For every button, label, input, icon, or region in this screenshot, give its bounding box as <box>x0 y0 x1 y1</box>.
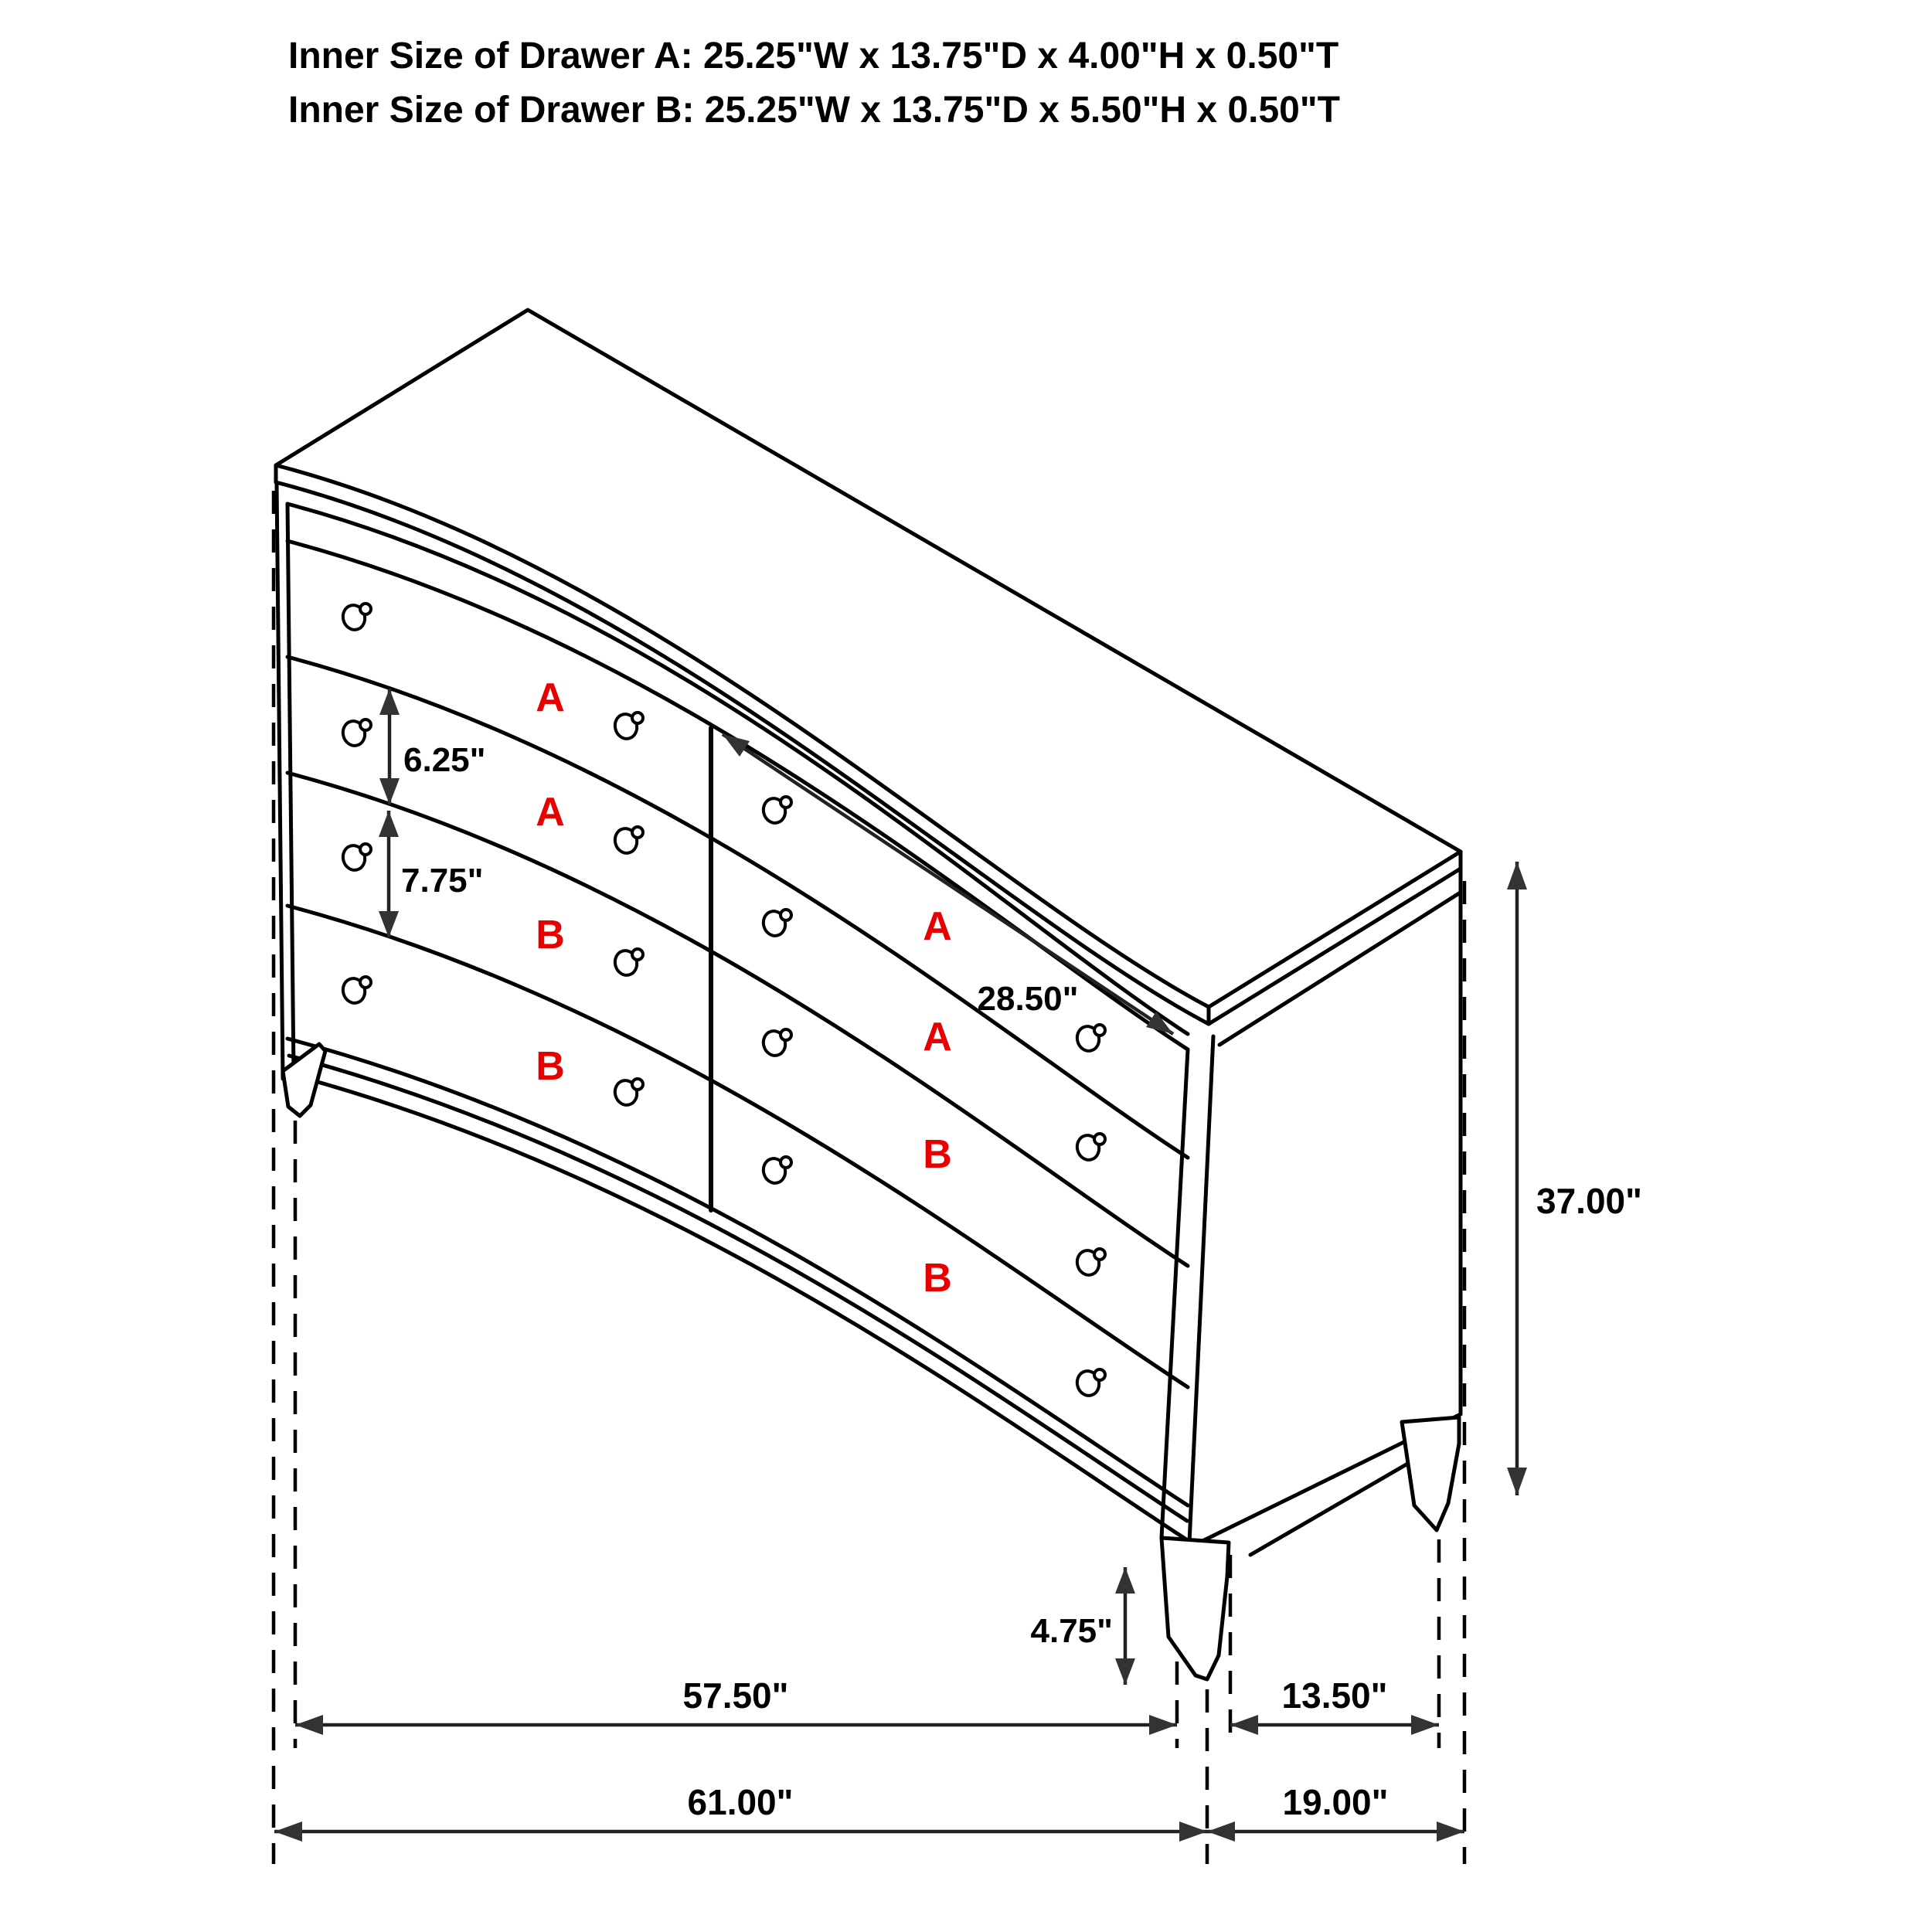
dim-label-4-75: 4.75" <box>1030 1612 1113 1650</box>
drawer-label: B <box>536 913 565 957</box>
dim-label-37-00: 37.00" <box>1536 1181 1642 1221</box>
drawer-label: B <box>536 1044 565 1089</box>
drawer-label: A <box>923 1015 952 1060</box>
dim-label-13-50: 13.50" <box>1281 1675 1388 1716</box>
dim-label-57-50: 57.50" <box>682 1675 789 1716</box>
dim-label-6-25: 6.25" <box>403 741 486 779</box>
drawer-label: B <box>923 1256 952 1301</box>
title-line-1: Inner Size of Drawer A: 25.25"W x 13.75"D x 4.00"H x 0.50"T <box>288 36 1339 77</box>
drawer-label: A <box>923 904 952 949</box>
drawer-label: B <box>923 1132 952 1177</box>
dim-label-19-00: 19.00" <box>1282 1782 1389 1822</box>
dim-label-7-75: 7.75" <box>401 862 484 900</box>
drawer-label: A <box>536 790 565 835</box>
drawer-label: A <box>536 675 565 720</box>
dim-label-61-00: 61.00" <box>687 1782 794 1822</box>
dim-label-28-50: 28.50" <box>977 980 1079 1018</box>
title-line-2: Inner Size of Drawer B: 25.25"W x 13.75"D x 5.50"H x 0.50"T <box>288 90 1340 131</box>
